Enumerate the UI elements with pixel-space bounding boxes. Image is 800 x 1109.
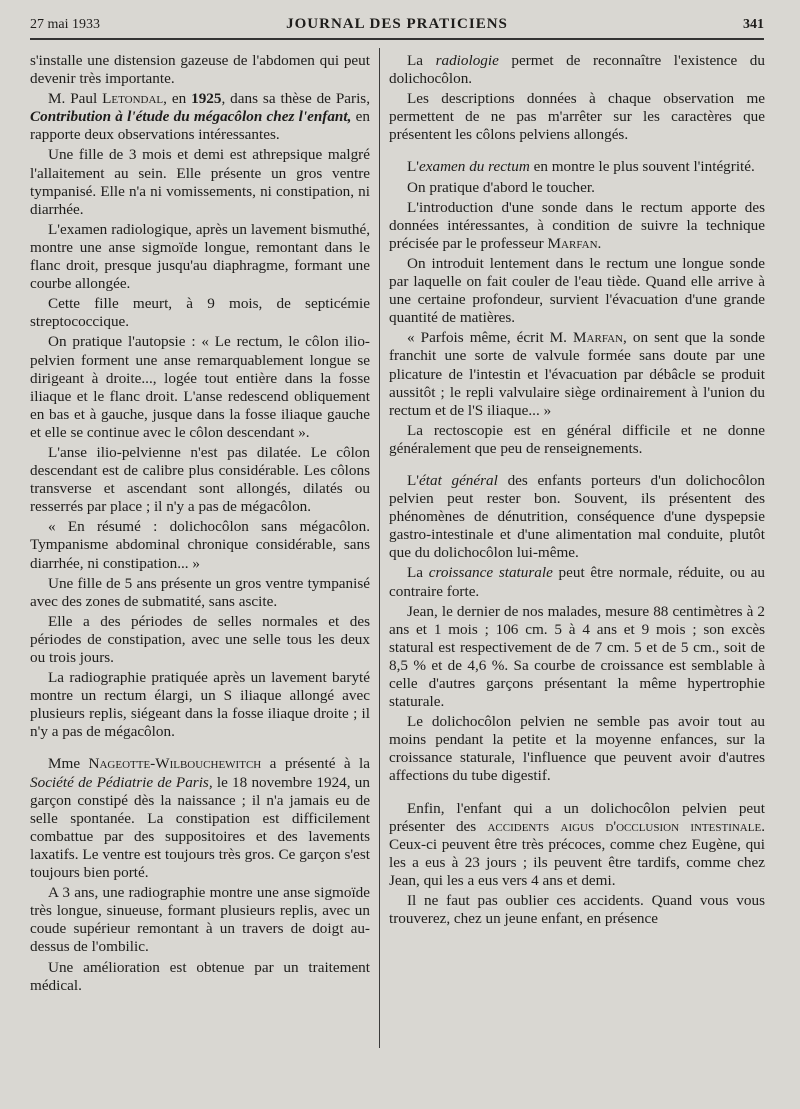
journal-title: JOURNAL DES PRATICIENS <box>286 16 508 32</box>
author-name: Marfan <box>547 234 598 252</box>
paragraph: Elle a des périodes de selles normales et des périodes de constipation, avec une selle tous les deux ou trois jours. <box>30 612 370 666</box>
author-name: Marfan <box>573 329 624 347</box>
paragraph: A 3 ans, une radiographie montre une anse sigmoïde très longue, sinueuse, formant plusieurs replis, avec un coude supérieur remontant à un travers de doigt au-dessus de l'ombilic. <box>30 884 370 956</box>
paragraph: L'anse ilio-pelvienne n'est pas dilatée. Le côlon descendant est de calibre plus considérable. Les côlons transverse et ascendant sont allongés, dilatés ou resserrés par place ; il n'y a pas de mégacôlon. <box>30 443 370 516</box>
paragraph: L'examen du rectum en montre le plus souvent l'intégrité. <box>407 158 755 176</box>
paragraph: Une fille de 5 ans présente un gros ventre tympanisé avec des zones de submatité, sans ascite. <box>30 574 370 610</box>
running-header <box>30 14 764 40</box>
page-number: 341 <box>743 17 764 32</box>
paragraph: Une amélioration est obtenue par un traitement médical. <box>30 958 370 994</box>
paragraph: Mme Nageotte-Wilbouchewitch a présenté à la Société de Pédiatrie de Paris, le 18 novembre 1924, un garçon constipé dès la naissance ; il n'a jamais eu de selle spontanée. La constipation est difficilement combattue par des suppositoires et des lavements laxatifs. Le ventre est toujours très gros. Ce garçon s'est toujours bien porté. <box>30 755 370 882</box>
paragraph: Cette fille meurt, à 9 mois, de septicémie streptococcique. <box>30 295 370 331</box>
paragraph: Jean, le dernier de nos malades, mesure 88 centimètres à 2 ans et 1 mois ; 106 cm. 5 à 4 ans et 9 mois ; son excès statural est respectivement de de 7 cm. 5 et de 5 cm., soit de 8,5 % et de 4,6 %. Sa courbe de croissance est semblable à celle d'autres garçons présentant la même hypertrophie staturale. <box>389 602 765 711</box>
paragraph: Les descriptions données à chaque observation me permettent de ne pas m'arrêter sur les caractères que présentent les côlons pelviens allongés. <box>389 90 765 144</box>
paragraph: s'installe une distension gazeuse de l'abdomen qui peut devenir très importante. <box>30 52 370 88</box>
paragraph: Le dolichocôlon pelvien ne semble pas avoir tout au moins pendant la petite et la moyenne enfances, sur la croissance staturale, l'influence que peuvent avoir d'autres affections du tube digestif. <box>389 713 765 785</box>
paragraph: L'état général des enfants porteurs d'un dolichocôlon pelvien peut rester bon. Souvent, ils présentent des phénomènes de dénutrition, conséquence d'une dyspepsie gastro-intestinale et d'une alimentation mal conduite, plutôt que du dolichocôlon lui-même. <box>389 471 765 562</box>
paragraph: « En résumé : dolichocôlon sans mégacôlon. Tympanisme abdominal chronique considérable, sans diarrhée, ni constipation... » <box>30 518 370 572</box>
paragraph: On introduit lentement dans le rectum une longue sonde par laquelle on fait couler de l'eau tiède. Quand elle arrive à une certaine profondeur, survient l'évacuation d'une grande quantité de matières. <box>389 254 765 327</box>
paragraph: On pratique d'abord le toucher. <box>407 178 595 196</box>
paragraph: La croissance staturale peut être normale, réduite, ou au contraire forte. <box>389 564 765 600</box>
paragraph: La radiologie permet de reconnaître l'existence du dolichocôlon. <box>389 52 765 88</box>
paragraph: « Parfois même, écrit M. Marfan, on sent que la sonde franchit une sorte de valvule formée sans doute par une plicature de l'intestin et l'évacuation par débâcle se produit aussitôt ; le repli valvulaire siège ordinairement à l'union du rectum et de l'S iliaque... » <box>389 329 765 419</box>
thesis-title: Contribution à l'étude du mégacôlon chez l'enfant, <box>30 108 352 126</box>
society-name: Société de Pédiatrie de Paris, <box>30 773 213 791</box>
paragraph: La rectoscopie est en général difficile et ne donne généralement que peu de renseignements. <box>389 421 765 457</box>
author-name: Nageotte-Wilbouchewitch <box>88 755 262 773</box>
issue-date: 27 mai 1933 <box>30 17 100 32</box>
paragraph: Il ne faut pas oublier ces accidents. Quand vous vous trouverez, chez un jeune enfant, en présence <box>389 892 765 928</box>
left-column <box>30 52 370 1102</box>
column-rule <box>379 48 380 1048</box>
paragraph: On pratique l'autopsie : « Le rectum, le côlon ilio-pelvien forment une anse remarquablement longue se dirigeant à droite..., logée tout entière dans la fosse iliaque et le flanc droit. L'anse redescend obliquement en bas et à gauche, jusque dans la fosse iliaque gauche et elle se continue avec le côlon descendant ». <box>30 333 370 441</box>
paragraph: L'introduction d'une sonde dans le rectum apporte des données intéressantes, à condition de suivre la technique précisée par le professeur Marfan. <box>389 198 765 252</box>
paragraph: Une fille de 3 mois et demi est athrepsique malgré l'allaitement au sein. Elle présente un gros ventre tympanisé. Elle n'a ni vomissements, ni constipation, ni diarrhée. <box>30 146 370 218</box>
right-column <box>389 52 765 1102</box>
paragraph: M. Paul Letondal, en 1925, dans sa thèse de Paris, Contribution à l'étude du mégacôlon chez l'enfant, en rapporte deux observations intéressantes. <box>30 90 370 144</box>
paragraph: Enfin, l'enfant qui a un dolichocôlon pelvien peut présenter des accidents aigus d'occlusion intestinale. Ceux-ci peuvent être très précoces, comme chez Eugène, qui les a eus à 23 jours ; ils peuvent être tardifs, comme chez Jean, qui les a eus vers 4 ans et demi. <box>389 799 765 889</box>
author-name: Letondal <box>102 90 164 108</box>
paragraph: L'examen radiologique, après un lavement bismuthé, montre une anse sigmoïde longue, remontant dans le flanc droit, presque jusqu'au diaphragme, formant une courbe allongée. <box>30 220 370 293</box>
paragraph: La radiographie pratiquée après un lavement baryté montre un rectum élargi, un S iliaque allongé avec plusieurs replis, siégeant dans la fosse iliaque droite ; il n'y a pas de mégacôlon. <box>30 669 370 741</box>
